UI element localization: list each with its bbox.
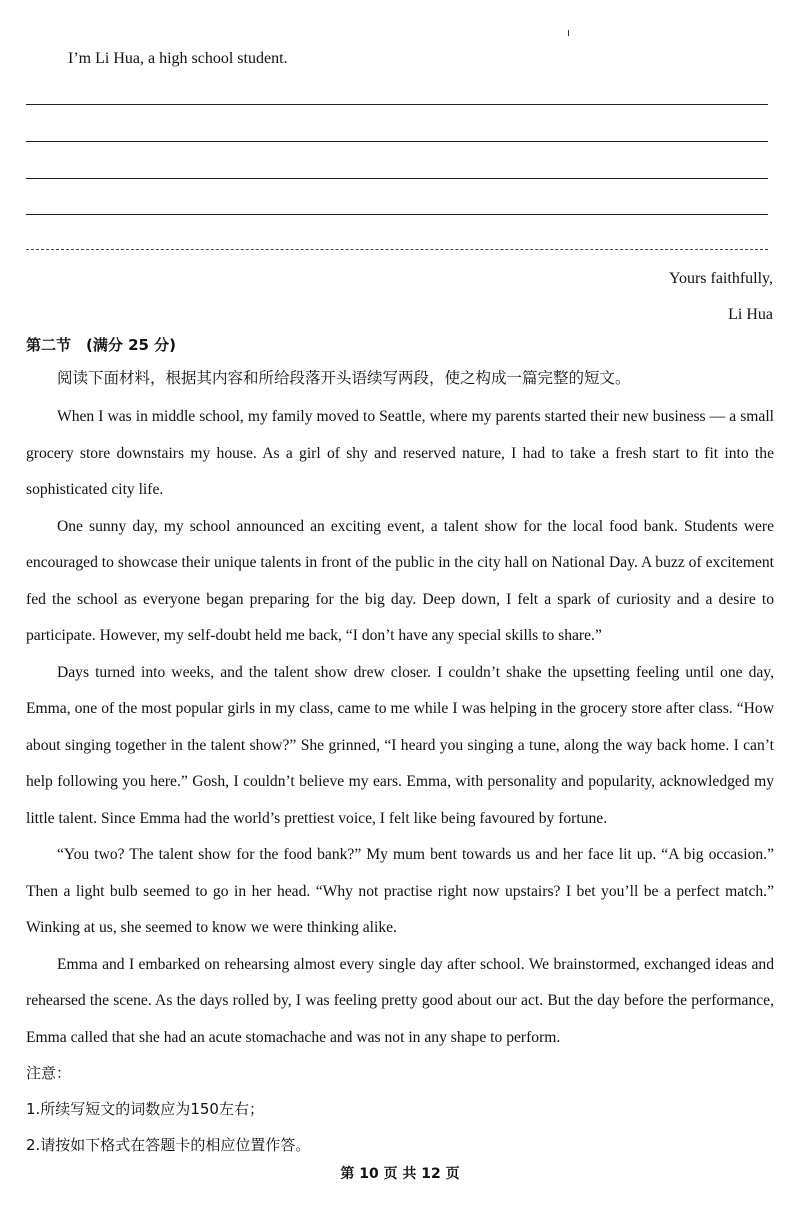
stray-mark <box>568 30 569 36</box>
passage-paragraph: Days turned into weeks, and the talent show drew closer. I couldn’t shake the upsetting feeling until one day, Emma, one of the most popular girls in my class, came to me while I was helping in the grocery store after class. “How about singing together in the talent show?” She grinned, “I heard you singing a tune, along the way back home. I can’t help following you here.” Gosh, I couldn’t believe my ears. Emma, with personality and popularity, acknowledged my little talent. Since Emma had the world’s prettiest voice, I felt like being favoured by fortune. <box>26 663 774 827</box>
answer-line <box>26 178 768 179</box>
passage-paragraph: Emma and I embarked on rehearsing almost every single day after school. We brainstormed, exchanged ideas and rehearsed the scene. As the days rolled by, I was feeling pretty good about our act. But the day before the performance, Emma called that she had an acute stomachache and was not in any shape to perform. <box>26 955 774 1046</box>
notes-section <box>26 1055 310 1163</box>
letter-signature: Li Hua <box>728 306 773 323</box>
page-number: 第 10 页 共 12 页 <box>340 1166 460 1182</box>
notes-title: 注意： <box>26 1064 72 1082</box>
answer-line <box>26 249 768 250</box>
letter-closing: Yours faithfully, <box>668 270 773 287</box>
answer-line <box>26 214 768 215</box>
passage-paragraph: When I was in middle school, my family moved to Seattle, where my parents started their new business — a small grocery store downstairs my house. As a girl of shy and reserved nature, I had to take a fresh start to fit into the sophisticated city life. <box>26 408 774 498</box>
section-instruction: 阅读下面材料，根据其内容和所给段落开头语续写两段，使之构成一篇完整的短文。 <box>57 369 631 387</box>
reading-passage <box>26 399 774 1056</box>
section-heading: 第二节 (满分 25 分) <box>26 336 177 354</box>
notes-item: 2.请按如下格式在答题卡的相应位置作答。 <box>26 1136 311 1154</box>
answer-line <box>26 104 768 105</box>
passage-paragraph: One sunny day, my school announced an exciting event, a talent show for the local food bank. Students were encouraged to showcase their unique talents in front of the public in the city hall on National Day. A buzz of excitement fed the school as everyone began preparing for the big day. Deep down, I felt a spark of curiosity and a desire to participate. However, my self-doubt held me back, “I don’t have any special skills to share.” <box>26 517 774 644</box>
passage-paragraph: “You two? The talent show for the food bank?” My mum bent towards us and her face lit up. “A big occasion.” Then a light bulb seemed to go in her head. “Why not practise right now upstairs? I bet you’ll be a perfect match.” Winking at us, she seemed to know we were thinking alike. <box>26 846 774 936</box>
notes-item: 1.所续写短文的词数应为150左右； <box>26 1100 264 1118</box>
answer-line <box>26 141 768 142</box>
letter-opening: I’m Li Hua, a high school student. <box>68 50 288 67</box>
